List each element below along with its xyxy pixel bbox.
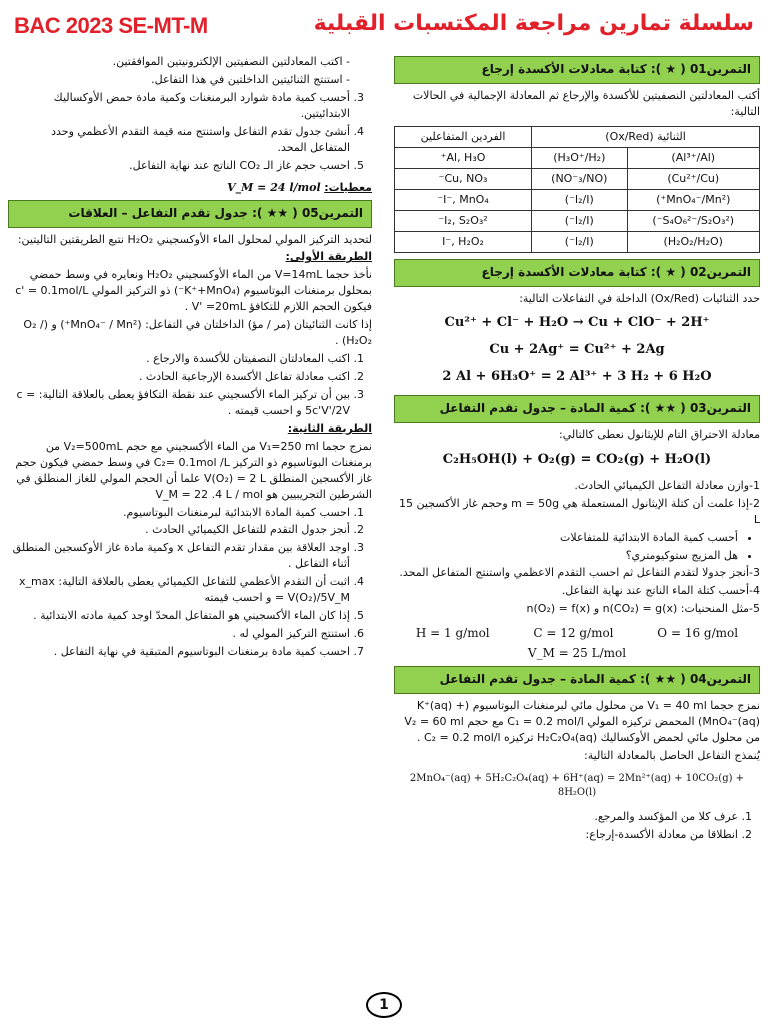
- given-vm: V_M = 24 l/mol: [227, 180, 321, 194]
- bac-label: BAC 2023 SE-MT-M: [14, 13, 208, 38]
- table-row: (H₂O₂/H₂O) (I₂/I⁻) I⁻, H₂O₂: [395, 231, 760, 252]
- exercise-05-intro: لتحديد التركيز المولي لمحلول الماء الأوكسجيني H₂O₂ نتبع الطريقتين التاليتين:: [17, 232, 372, 246]
- method-1-title: الطريقة الأولى:: [285, 250, 372, 264]
- exercise-04-text-2: يُنمذج التفاعل الحاصل بالمعادلة التالية:: [584, 748, 760, 762]
- m2-question-7: 7. احسب كمية مادة برمنغنات البوتاسيوم المتبقية في نهاية التفاعل .: [8, 644, 350, 660]
- equation-1: Cu²⁺ + Cl⁻ + H₂O → Cu + ClO⁻ + 2H⁺: [444, 315, 710, 331]
- m2-question-6: 6. استنتج التركيز المولي له .: [8, 626, 350, 642]
- method-1-couples: إذا كانت الثنائيتان (مر / مؤ) الداخلتان في التفاعل: (MnO₄⁻ / Mn²⁺) و (O₂ / H₂O₂) .: [23, 318, 372, 348]
- ex04-cont-4: 4. أنشئ جدول تقدم التفاعل واستنتج منه قيمة التقدم الأعظمي وحدد المتفاعل المحد.: [8, 124, 350, 156]
- question-2a: • أحسب كمية المادة الابتدائية للمتفاعلات: [394, 530, 738, 546]
- right-column: [394, 52, 760, 845]
- ex04-cont-5: 5. احسب حجم غاز الـ CO₂ الناتج عند نهاية التفاعل.: [8, 158, 350, 174]
- exercise-03-intro: معادلة الاحتراق التام للإيثانول نعطى كالتالي:: [559, 427, 760, 441]
- combustion-equation: C₂H₅OH(l) + O₂(g) = CO₂(g) + H₂O(l): [442, 451, 712, 467]
- m2-question-4: 4. اثبت أن التقدم الأعظمي للتفاعل الكيميائي يعطى بالعلاقة التالية: x_max = V(O₂)/5V_M و احسب قيمته: [8, 574, 350, 606]
- exercise-02-intro: حدد الثنائيات (Ox/Red) الداخلة في التفاعلات التالية:: [519, 291, 760, 305]
- exercise-05-banner: التمرين05 ( ★★ ): جدول تقدم التفاعل – العلاقات: [8, 200, 372, 228]
- table-row: (Cu²⁺/Cu) (NO⁻₃/NO) Cu, NO₃⁻: [395, 168, 760, 189]
- series-title: سلسلة تمارين مراجعة المكتسبات القبلية: [313, 11, 754, 36]
- given-label: معطيات:: [324, 180, 372, 194]
- table-row: (Al³⁺/Al) (H₃O⁺/H₂) Al, H₃O⁺: [395, 147, 760, 168]
- exercise-01-banner: التمرين01 ( ★ ): كتابة معادلات الأكسدة إرجاع: [394, 56, 760, 84]
- method-2-text: نمزج حجما V₁=250 ml من الماء الأكسجيني مع حجم V₂=500mL من برمنغنات البوتاسيوم ذو التركيز C₂= 0.1mol /L في وسط حمضي فيكون حجم غاز الأكسجين المنطلق V(O₂) = 2 L علما أن الحجم المولي للغاز المنطلق في الشرطين التجريبيين هو V_M = 22 .4 L / mol: [15, 439, 372, 501]
- m1-question-3: 3. بين أن تركيز الماء الأكسجيني عند نقطة التكافؤ يعطى بالعلاقة التالية: c = 5c'V'/2V و احسب قيمته .: [8, 387, 350, 419]
- question-1: 1-وازن معادلة التفاعل الكيميائي الحادث.: [574, 478, 760, 492]
- ex04-question-2: 2. انطلاقا من معادلة الأكسدة-إرجاع:: [394, 827, 738, 843]
- method-2-title: الطريقة الثانية:: [287, 421, 372, 435]
- m2-question-1: 1. احسب كمية المادة الابتدائية لبرمنغنات البوتاسيوم.: [8, 505, 350, 521]
- method-1-text: نأخذ حجما V=14mL من الماء الأوكسجيني H₂O₂ ونعايره في وسط حمضي بمحلول برمنغنات البوتاسيوم (K⁺+MnO₄⁻) ذو التركيز المولي c' = 0.1mol/L فيكون الحجم اللازم للتكافؤ V' =20mL .: [15, 268, 372, 314]
- redox-table: [394, 126, 760, 253]
- m2-question-5: 5. إذا كان الماء الأكسجيني هو المتفاعل المحدّ اوجد كمية مادته الابتدائية .: [8, 608, 350, 624]
- question-4: 4-أحسب كتلة الماء الناتج عند نهاية التفاعل.: [561, 584, 760, 598]
- ex04-question-1: 1. عرف كلا من المؤكسد والمرجع.: [394, 809, 738, 825]
- permanganate-equation: 2MnO₄⁻(aq) + 5H₂C₂O₄(aq) + 6H⁺(aq) = 2Mn²⁺(aq) + 10CO₂(g) + 8H₂O(l): [409, 772, 745, 799]
- question-3: 3-أنجز جدولا لتقدم التفاعل ثم احسب التقدم الاعظمي واستنتج المتفاعل المحد.: [399, 566, 760, 580]
- ex04-cont-2: - استنتج الثنائيتين الداخلتين في هذا التفاعل.: [151, 72, 350, 86]
- left-column: [8, 52, 372, 662]
- exercise-01-intro: أكتب المعادلتين النصفيتين للأكسدة والإرجاع ثم المعادلة الإجمالية في الحالات التالية:: [412, 89, 760, 118]
- equation-2: Cu + 2Ag⁺ = Cu²⁺ + 2Ag: [489, 342, 665, 358]
- exercise-02-banner: التمرين02 ( ★ ): كتابة معادلات الأكسدة إرجاع: [394, 259, 760, 287]
- question-2: 2-إذا علمت أن كتلة الإيثانول المستعملة هي m = 50g وحجم غاز الأكسجين 15 L: [399, 496, 760, 526]
- table-header-couple: الثنائية (Ox/Red): [532, 126, 760, 147]
- question-2b: • هل المزيج ستوكيومتري؟: [394, 548, 738, 564]
- m1-question-1: 1. اكتب المعادلتان النصفيتان للأكسدة والارجاع .: [8, 351, 350, 367]
- m2-question-3: 3. اوجد العلاقة بين مقدار تقدم التفاعل x وكمية مادة غاز الأوكسجين المنطلق أثناء التفاعل .: [8, 540, 350, 572]
- ex04-cont-1: - اكتب المعادلتين النصفيتين الإلكترونيتين الموافقتين.: [112, 55, 350, 68]
- exercise-03-banner: التمرين03 ( ★★ ): كمية المادة – جدول تقدم التفاعل: [394, 395, 760, 423]
- table-row: (S₄O₆²⁻/S₂O₃²⁻) (I₂/I⁻) I₂, S₂O₃²⁻: [395, 210, 760, 231]
- exercise-04-text: نمزج حجما V₁ = 40 ml من محلول مائي لبرمنغنات البوتاسيوم (K⁺(aq) + MnO₄⁻(aq)) المحمض تركيزه المولي C₁ = 0.2 mol/l مع حجم V₂ = 60 ml من محلول مائي لحمض الأوكساليك H₂C₂O₄(aq) تركيزه C₂ = 0.2 mol/l .: [404, 699, 760, 744]
- equation-3: 2 Al + 6H₃O⁺ = 2 Al³⁺ + 3 H₂ + 6 H₂O: [442, 369, 712, 385]
- m1-question-2: 2. اكتب معادلة تفاعل الأكسدة الإرجاعية الحادث .: [8, 369, 350, 385]
- exercise-04-banner: التمرين04 ( ★★ ): كمية المادة – جدول تقدم التفاعل: [394, 666, 760, 694]
- ex04-cont-3: 3. أحسب كمية مادة شوارد البرمنغنات وكمية مادة حمض الأوكساليك الابتدائيتين.: [8, 90, 350, 122]
- molar-masses: H = 1 g/mol C = 12 g/mol O = 16 g/mol: [415, 626, 739, 641]
- table-header-reactants: الفردين المتفاعلين: [395, 126, 532, 147]
- page-number: 1: [366, 992, 402, 1018]
- question-5: 5-مثل المنحنيات: n(CO₂) = g(x) و n(O₂) = f(x): [526, 602, 760, 616]
- m2-question-2: 2. أنجز جدول التقدم للتفاعل الكيميائي الحادث .: [8, 522, 350, 538]
- molar-volume: V_M = 25 L/mol: [527, 645, 627, 660]
- page-header: [10, 8, 758, 48]
- table-row: (MnO₄⁻/Mn²⁺) (I₂/I⁻) I⁻, MnO₄⁻: [395, 189, 760, 210]
